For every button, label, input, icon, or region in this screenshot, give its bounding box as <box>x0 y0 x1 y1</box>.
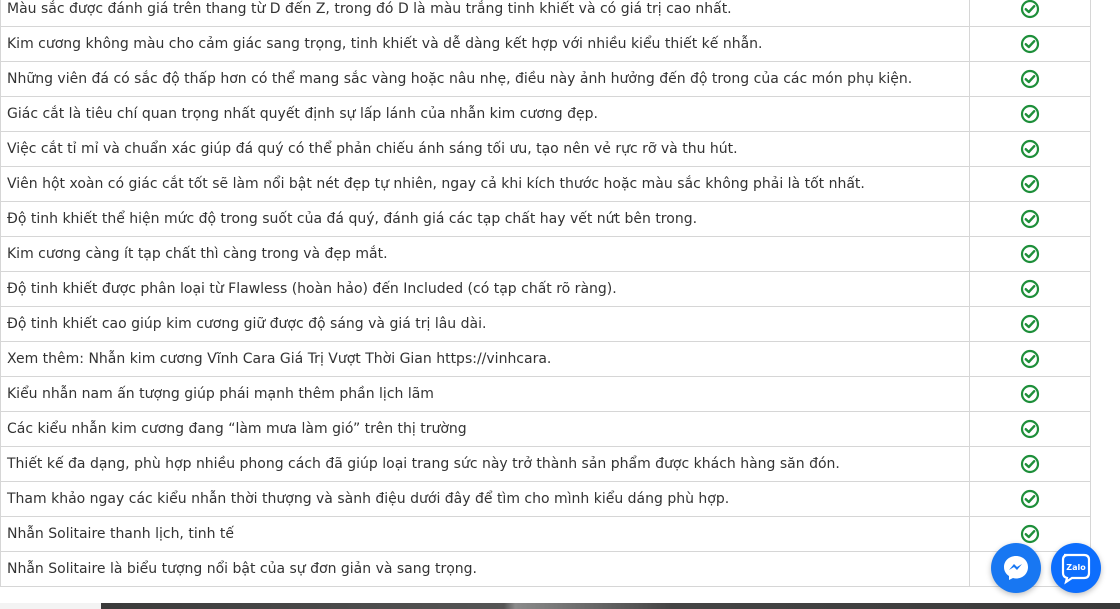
table-row <box>1 237 1091 272</box>
row-text: Thiết kế đa dạng, phù hợp nhiều phong cách đã giúp loại trang sức này trở thành sản phẩm được khách hàng săn đón. <box>1 447 970 482</box>
row-check-cell <box>970 0 1091 27</box>
row-text: Độ tinh khiết được phân loại từ Flawless (hoàn hảo) đến Included (có tạp chất rõ ràng). <box>1 272 970 307</box>
row-check-cell <box>970 167 1091 202</box>
table-row <box>1 272 1091 307</box>
row-text: Nhẫn Solitaire thanh lịch, tinh tế <box>1 517 970 552</box>
row-text: Kim cương càng ít tạp chất thì càng trong và đẹp mắt. <box>1 237 970 272</box>
table-row <box>1 412 1091 447</box>
table-row <box>1 447 1091 482</box>
row-text: Tham khảo ngay các kiểu nhẫn thời thượng và sành điệu dưới đây để tìm cho mình kiểu dáng phù hợp. <box>1 482 970 517</box>
row-check-cell <box>970 447 1091 482</box>
check-circle-icon <box>1020 34 1040 54</box>
table-row <box>1 377 1091 412</box>
check-circle-icon <box>1020 419 1040 439</box>
row-text: Độ tinh khiết thể hiện mức độ trong suốt của đá quý, đánh giá các tạp chất hay vết nứt bên trong. <box>1 202 970 237</box>
check-circle-icon <box>1020 384 1040 404</box>
check-circle-icon <box>1020 489 1040 509</box>
table-row <box>1 27 1091 62</box>
row-check-cell <box>970 132 1091 167</box>
row-check-cell <box>970 202 1091 237</box>
row-text: Kim cương không màu cho cảm giác sang trọng, tinh khiết và dễ dàng kết hợp với nhiều kiểu thiết kế nhẫn. <box>1 27 970 62</box>
row-text: Viên hột xoàn có giác cắt tốt sẽ làm nổi bật nét đẹp tự nhiên, ngay cả khi kích thước hoặc màu sắc không phải là tốt nhất. <box>1 167 970 202</box>
check-circle-icon <box>1020 454 1040 474</box>
row-check-cell <box>970 272 1091 307</box>
table-row <box>1 62 1091 97</box>
table-row <box>1 97 1091 132</box>
check-circle-icon <box>1020 524 1040 544</box>
check-circle-icon <box>1020 69 1040 89</box>
check-circle-icon <box>1020 0 1040 19</box>
zalo-label: Zalo <box>1066 563 1086 572</box>
row-text: Độ tinh khiết cao giúp kim cương giữ được độ sáng và giá trị lâu dài. <box>1 307 970 342</box>
table-row <box>1 167 1091 202</box>
row-check-cell <box>970 482 1091 517</box>
check-circle-icon <box>1020 104 1040 124</box>
table-row <box>1 342 1091 377</box>
row-check-cell <box>970 62 1091 97</box>
row-text: Xem thêm: Nhẫn kim cương Vĩnh Cara Giá Trị Vượt Thời Gian https://vinhcara. <box>1 342 970 377</box>
row-text: Các kiểu nhẫn kim cương đang “làm mưa làm gió” trên thị trường <box>1 412 970 447</box>
row-text: Giác cắt là tiêu chí quan trọng nhất quyết định sự lấp lánh của nhẫn kim cương đẹp. <box>1 97 970 132</box>
row-check-cell <box>970 412 1091 447</box>
row-text: Kiểu nhẫn nam ấn tượng giúp phái mạnh thêm phần lịch lãm <box>1 377 970 412</box>
messenger-icon <box>1001 553 1031 583</box>
row-check-cell <box>970 377 1091 412</box>
check-circle-icon <box>1020 349 1040 369</box>
row-text: Màu sắc được đánh giá trên thang từ D đến Z, trong đó D là màu trắng tinh khiết và có giá trị cao nhất. <box>1 0 970 27</box>
table-row <box>1 307 1091 342</box>
table-row <box>1 132 1091 167</box>
table-row <box>1 517 1091 552</box>
checklist-body <box>1 0 1091 587</box>
table-row <box>1 482 1091 517</box>
row-check-cell <box>970 97 1091 132</box>
zalo-button[interactable] <box>1051 543 1101 593</box>
check-circle-icon <box>1020 244 1040 264</box>
table-row <box>1 0 1091 27</box>
zalo-icon <box>1059 551 1093 585</box>
row-text: Việc cắt tỉ mỉ và chuẩn xác giúp đá quý có thể phản chiếu ánh sáng tối ưu, tạo nên vẻ rực rỡ và thu hút. <box>1 132 970 167</box>
table-row <box>1 202 1091 237</box>
check-circle-icon <box>1020 279 1040 299</box>
row-check-cell <box>970 27 1091 62</box>
bottom-strip <box>0 603 1120 609</box>
table-row <box>1 552 1091 587</box>
row-text: Nhẫn Solitaire là biểu tượng nổi bật của sự đơn giản và sang trọng. <box>1 552 970 587</box>
row-check-cell <box>970 237 1091 272</box>
check-circle-icon <box>1020 314 1040 334</box>
messenger-button[interactable] <box>991 543 1041 593</box>
check-circle-icon <box>1020 174 1040 194</box>
row-check-cell <box>970 307 1091 342</box>
check-circle-icon <box>1020 209 1040 229</box>
row-text: Những viên đá có sắc độ thấp hơn có thể mang sắc vàng hoặc nâu nhẹ, điều này ảnh hưởng đến độ trong của các món phụ kiện. <box>1 62 970 97</box>
row-check-cell <box>970 342 1091 377</box>
check-circle-icon <box>1020 139 1040 159</box>
